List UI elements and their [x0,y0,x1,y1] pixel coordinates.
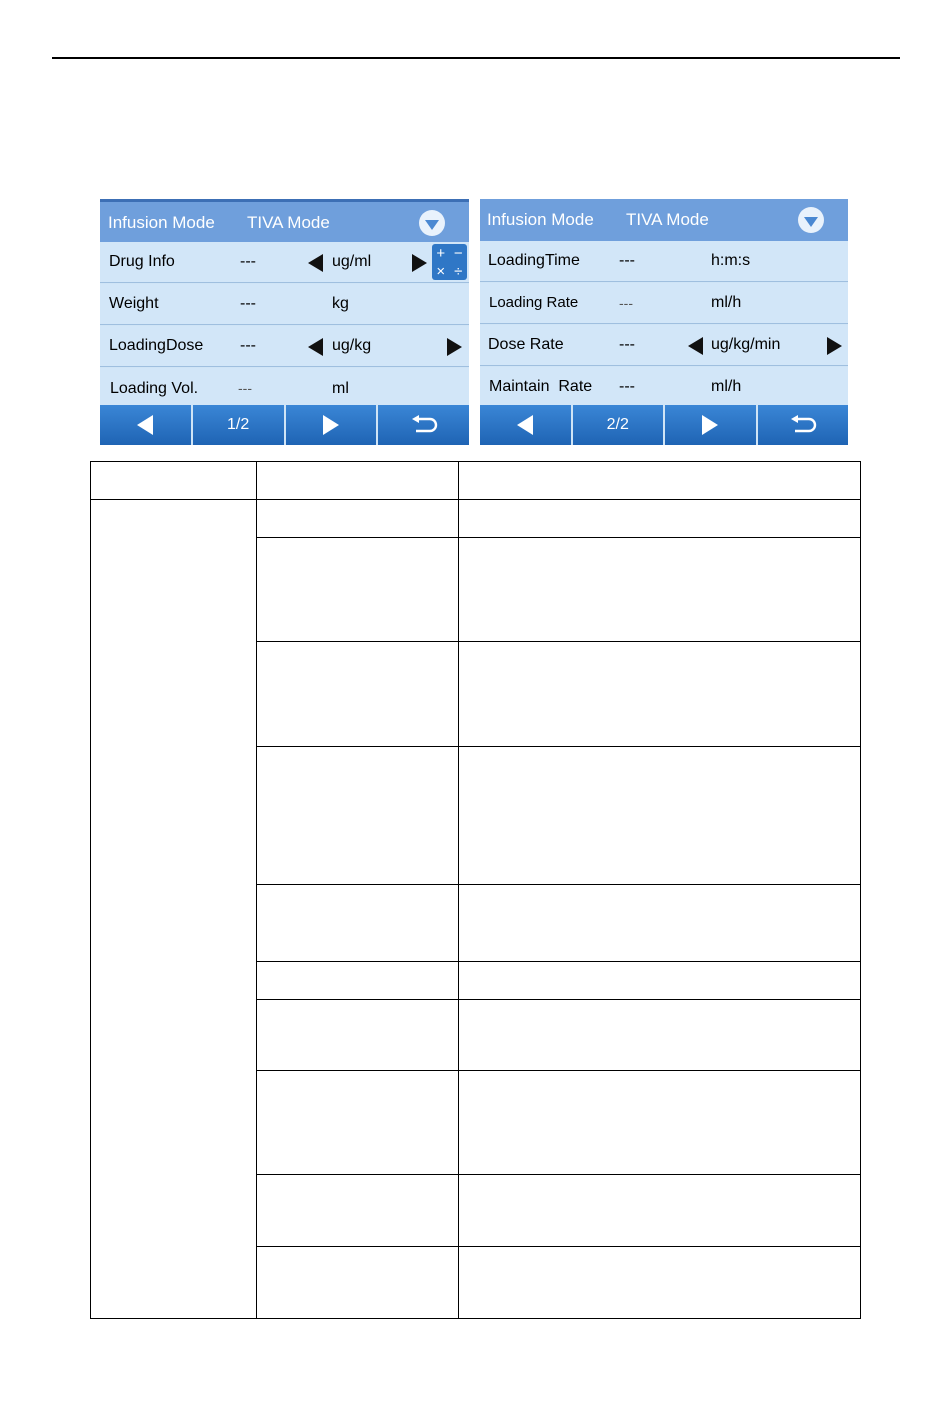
tiva-screen-page-1 [100,199,469,445]
screen-header [100,199,469,242]
table-border-left [90,461,91,1319]
triangle-right-icon[interactable] [412,254,427,272]
infusion-mode-label: Infusion Mode [487,210,594,229]
row-label: LoadingDose [109,337,204,354]
row-maintain-rate [480,367,848,405]
next-page-button[interactable] [286,405,377,445]
infusion-mode-value[interactable]: TIVA Mode [626,210,709,229]
table-column-divider-1 [256,461,257,1319]
next-page-button[interactable] [665,405,756,445]
row-value[interactable]: --- [619,295,633,311]
table-row-divider [256,1174,861,1175]
page-number: 2/2 [606,416,629,433]
triangle-right-icon[interactable] [827,337,842,355]
table-border-bottom [90,1318,861,1319]
row-loading-vol [100,368,469,405]
row-value[interactable]: --- [240,253,256,270]
row-value[interactable]: --- [240,337,256,354]
triangle-left-icon[interactable] [688,337,703,355]
row-loading-dose [100,326,469,367]
row-value[interactable]: --- [619,252,635,269]
table-border-top [90,461,861,462]
triangle-right-icon [702,415,718,435]
row-unit: ug/kg/min [711,336,781,353]
calc-times: × [436,262,446,280]
return-arrow-icon [410,415,438,435]
row-loading-time [480,241,848,282]
row-label: Dose Rate [488,336,564,353]
row-label: LoadingTime [488,252,580,269]
triangle-right-icon[interactable] [447,338,462,356]
row-dose-rate [480,325,848,366]
triangle-left-icon [137,415,153,435]
triangle-left-icon[interactable] [308,338,323,356]
table-row-divider [256,1070,861,1071]
page-top-rule [52,57,900,59]
page-number: 1/2 [227,416,250,433]
row-unit: kg [332,295,349,312]
page-indicator [573,405,664,445]
row-unit: h:m:s [711,252,751,269]
row-unit: ug/kg [332,337,372,354]
table-row-divider [256,999,861,1000]
row-label: Maintain Rate [489,378,593,395]
table-row-divider [256,537,861,538]
prev-page-button[interactable] [100,405,191,445]
table-row-divider [256,884,861,885]
screen-footer [100,405,469,445]
table-row-divider [256,746,861,747]
calc-plus: + [436,244,446,262]
row-label: Loading Vol. [110,380,199,397]
table-row-divider [256,641,861,642]
row-value[interactable]: --- [619,336,635,353]
table-row-divider [256,961,861,962]
calc-minus: − [453,244,463,262]
row-unit: ml/h [711,294,742,311]
parameter-table [90,461,861,1319]
row-drug-info [100,242,469,283]
table-header-divider [90,499,861,500]
row-value[interactable]: --- [240,295,256,312]
calc-divide: ÷ [454,262,463,280]
table-row-divider [256,1246,861,1247]
row-unit: ml [332,380,349,397]
page-indicator [193,405,284,445]
triangle-right-icon [323,415,339,435]
row-unit: ml/h [711,378,742,395]
table-column-divider-2 [458,461,459,1319]
row-value[interactable]: --- [619,378,635,395]
chevron-down-circle-icon[interactable] [419,210,445,236]
screen-header [480,199,848,241]
back-button[interactable] [378,405,469,445]
triangle-left-icon [517,415,533,435]
row-value[interactable]: --- [238,380,252,396]
row-label: Loading Rate [489,294,579,311]
row-label: Drug Info [109,253,175,270]
infusion-mode-label: Infusion Mode [108,213,215,232]
table-border-right [860,461,861,1319]
row-loading-rate [480,283,848,324]
prev-page-button[interactable] [480,405,571,445]
calculator-icon[interactable] [432,244,467,280]
return-arrow-icon [789,415,817,435]
infusion-mode-value[interactable]: TIVA Mode [247,213,330,232]
chevron-down-circle-icon[interactable] [798,207,824,233]
row-weight [100,284,469,325]
row-unit: ug/ml [332,253,372,270]
triangle-left-icon[interactable] [308,254,323,272]
row-label: Weight [109,295,159,312]
tiva-screen-page-2 [480,199,848,445]
screen-footer [480,405,848,445]
back-button[interactable] [758,405,849,445]
